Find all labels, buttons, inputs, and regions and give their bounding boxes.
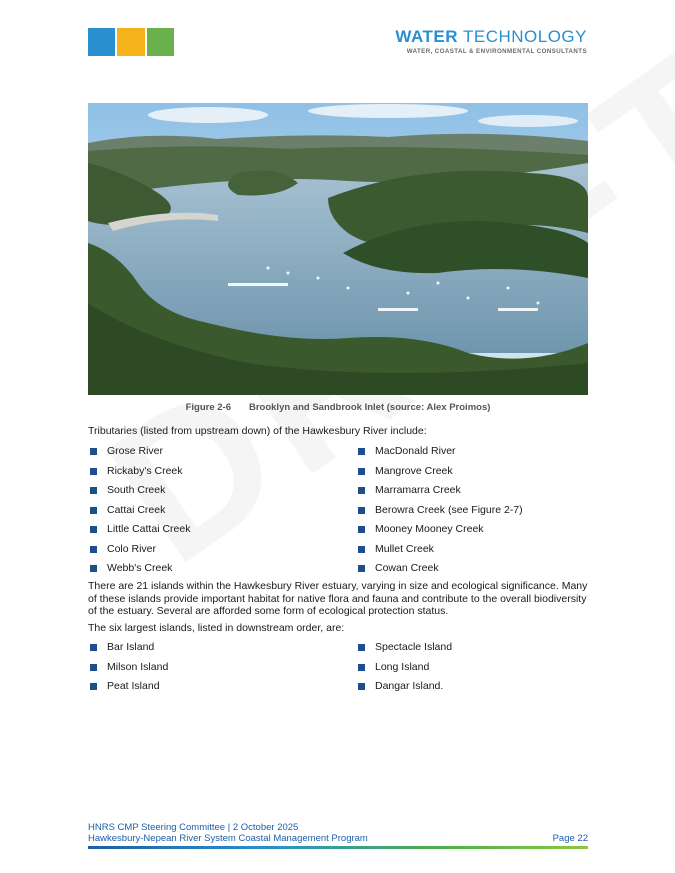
list-item — [356, 504, 523, 524]
list-item-label: MacDonald River — [375, 445, 456, 457]
list-item — [88, 445, 190, 465]
square-bullet-icon — [358, 644, 365, 651]
list-item-label: Spectacle Island — [375, 641, 453, 653]
tributaries-intro: Tributaries (listed from upstream down) of the Hawkesbury River include: — [88, 425, 427, 437]
list-item — [88, 465, 190, 485]
list-item-label: Berowra Creek (see Figure 2-7) — [375, 503, 523, 516]
page-footer — [88, 822, 588, 844]
emblem-blue-tile — [88, 28, 115, 56]
tributaries-list-right — [356, 445, 523, 582]
square-bullet-icon — [358, 683, 365, 690]
list-item-label: Mooney Mooney Creek — [375, 523, 484, 535]
square-bullet-icon — [90, 664, 97, 671]
list-item-label: Milson Island — [107, 660, 169, 673]
square-bullet-icon — [358, 448, 365, 455]
square-bullet-icon — [90, 565, 97, 572]
list-item-label: Bar Island — [107, 641, 155, 653]
list-item — [356, 641, 452, 661]
list-item-label: Peat Island — [107, 680, 160, 692]
figure-number: Figure 2-6 — [185, 402, 231, 413]
list-item — [88, 562, 190, 582]
islands-intro: The six largest islands, listed in downstream order, are: — [88, 622, 345, 634]
list-item — [356, 484, 523, 504]
square-bullet-icon — [90, 683, 97, 690]
square-bullet-icon — [90, 448, 97, 455]
water-technology-emblem — [88, 28, 174, 56]
water-technology-logo — [395, 28, 587, 55]
square-bullet-icon — [90, 507, 97, 514]
list-item — [356, 445, 523, 465]
list-item-label: Webb's Creek — [107, 562, 173, 574]
footer-rule — [88, 846, 588, 849]
list-item — [356, 543, 523, 563]
list-item-label: Mangrove Creek — [375, 464, 453, 477]
list-item-label: Dangar Island. — [375, 680, 444, 692]
emblem-green-tile — [147, 28, 174, 56]
list-item — [88, 543, 190, 563]
list-item-label: Cattai Creek — [107, 503, 166, 516]
square-bullet-icon — [358, 565, 365, 572]
square-bullet-icon — [90, 526, 97, 533]
figure-caption — [88, 402, 588, 413]
list-item-label: Long Island — [375, 660, 430, 673]
logo-wordmark — [395, 28, 587, 46]
square-bullet-icon — [90, 644, 97, 651]
list-item — [88, 680, 168, 700]
square-bullet-icon — [90, 487, 97, 494]
square-bullet-icon — [358, 664, 365, 671]
list-item-label: Mullet Creek — [375, 542, 434, 555]
list-item-label: Marramarra Creek — [375, 484, 461, 496]
list-item-label: South Creek — [107, 484, 166, 496]
square-bullet-icon — [358, 507, 365, 514]
figure-photo — [88, 103, 588, 395]
page-number: Page 22 — [552, 833, 588, 844]
list-item-label: Rickaby's Creek — [107, 464, 183, 477]
islands-list-left — [88, 641, 168, 700]
list-item — [356, 465, 523, 485]
list-item-label: Little Cattai Creek — [107, 523, 191, 535]
list-item — [88, 661, 168, 681]
logo-word-light: TECHNOLOGY — [462, 27, 587, 46]
square-bullet-icon — [90, 468, 97, 475]
list-item — [88, 641, 168, 661]
list-item — [356, 661, 452, 681]
square-bullet-icon — [358, 526, 365, 533]
list-item — [88, 504, 190, 524]
list-item — [356, 562, 523, 582]
tributaries-list-left — [88, 445, 190, 582]
logo-tagline: WATER, COASTAL & ENVIRONMENTAL CONSULTANTS — [406, 48, 587, 55]
logo-word-bold: WATER — [395, 27, 459, 46]
square-bullet-icon — [358, 546, 365, 553]
list-item-label: Colo River — [107, 542, 157, 555]
list-item — [88, 523, 190, 543]
list-item — [356, 680, 452, 700]
list-item — [88, 484, 190, 504]
footer-meeting: HNRS CMP Steering Committee | 2 October 2025 — [88, 822, 299, 833]
list-item-label: Grose River — [107, 445, 164, 457]
figure-title: Brooklyn and Sandbrook Inlet (source: Alex Proimos) — [248, 402, 491, 413]
emblem-yellow-tile — [117, 28, 144, 56]
square-bullet-icon — [90, 546, 97, 553]
list-item-label: Cowan Creek — [375, 562, 439, 574]
square-bullet-icon — [358, 487, 365, 494]
list-item — [356, 523, 523, 543]
islands-paragraph: There are 21 islands within the Hawkesbury River estuary, varying in size and ecological significance. Many of these islands provide important habitat for native flora and fauna and contribute to the overall biodiversity of the estuary. Several are afforded some form of ecological protection status. — [88, 580, 588, 617]
footer-program: Hawkesbury-Nepean River System Coastal Management Program — [88, 833, 368, 844]
islands-list-right — [356, 641, 452, 700]
square-bullet-icon — [358, 468, 365, 475]
